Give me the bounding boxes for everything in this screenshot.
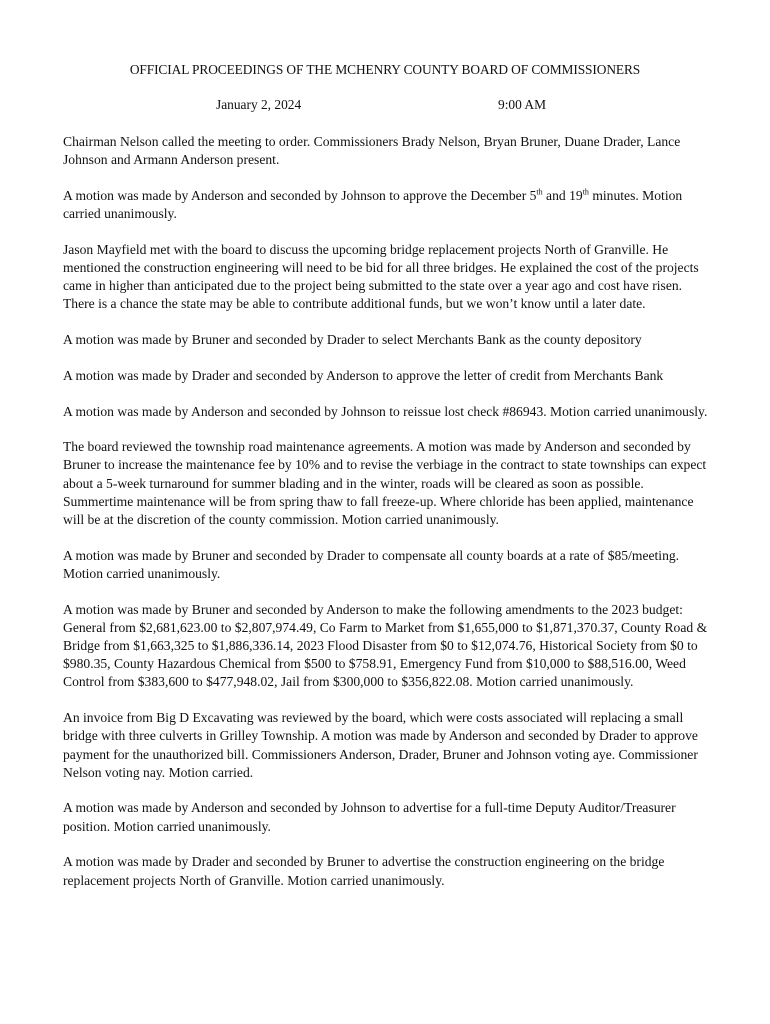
paragraph-construction-engineering: A motion was made by Drader and seconded by Bruner to advertise the construction engineering on the bridge replacement projects North of Granville. Motion carried unanimously. [63, 854, 665, 888]
text-segment: A motion was made by Anderson and seconded by Johnson to approve the December 5 [63, 187, 537, 203]
paragraph-board-compensation: A motion was made by Bruner and seconded by Drader to compensate all county boards at a rate of $85/meeting. Motion carried unanimously. [63, 547, 680, 581]
paragraph-lost-check: A motion was made by Anderson and seconded by Johnson to reissue lost check #86943. Motion carried unanimously. [63, 403, 708, 419]
paragraph-call-to-order: Chairman Nelson called the meeting to order. Commissioners Brady Nelson, Bryan Bruner, Duane Drader, Lance Johnson and Armann Anderson present. [63, 134, 681, 168]
paragraph-minutes-approval [63, 187, 711, 223]
paragraph-invoice: An invoice from Big D Excavating was reviewed by the board, which were costs associated will replacing a small bridge with three culverts in Grilley Township. A motion was made by Anderson and seconded by Drader to approve payment for the unauthorized bill. Commissioners Anderson, Drader, Bruner and Johnson voting aye. Commissioner Nelson voting nay. Motion carried. [63, 710, 698, 780]
paragraph-letter-of-credit: A motion was made by Drader and seconded by Anderson to approve the letter of credit from Merchants Bank [63, 367, 664, 383]
paragraph-budget-amendments: A motion was made by Bruner and seconded by Anderson to make the following amendments to the 2023 budget: General from $2,681,623.00 to $2,807,974.49, Co Farm to Market from $1,655,000 to $1,871,370.37, County Road & Bridge from $1,663,325 to $1,886,336.14, 2023 Flood Disaster from $0 to $12,074.76, Historical Society from $0 to $980.35, County Hazardous Chemical from $500 to $758.91, Emergency Fund from $10,000 to $88,516.00, Weed Control from $383,600 to $477,948.02, Jail from $300,000 to $356,822.08. Motion carried unanimously. [63, 601, 708, 690]
meeting-time: 9:00 AM [498, 97, 546, 112]
paragraph-deputy-position: A motion was made by Anderson and seconded by Johnson to advertise for a full-time Deputy Auditor/Treasurer position. Motion carried unanimously. [63, 800, 676, 834]
paragraph-road-maintenance: The board reviewed the township road maintenance agreements. A motion was made by Anderson and seconded by Bruner to increase the maintenance fee by 10% and to revise the verbiage in the contract to state townships can expect about a 5-week turnaround for summer blading and in the winter, roads will be cleared as soon as possible. Summertime maintenance will be from spring thaw to fall freeze-up. Where chloride has been applied, maintenance will be at the discretion of the county commission. Motion carried unanimously. [63, 439, 707, 528]
paragraph-depository: A motion was made by Bruner and seconded by Drader to select Merchants Bank as the county depository [63, 332, 642, 348]
meeting-date: January 2, 2024 [216, 97, 302, 112]
text-segment: minutes. Motion carried unanimously. [63, 187, 683, 222]
document-title: OFFICIAL PROCEEDINGS OF THE MCHENRY COUNTY BOARD OF COMMISSIONERS [129, 62, 641, 77]
paragraph-bridge-projects: Jason Mayfield met with the board to discuss the upcoming bridge replacement projects North of Granville. He mentioned the construction engineering will need to be bid for all three bridges. He explained the cost of the projects came in higher than anticipated due to the project being submitted to the state over a year ago and cost have risen. There is a chance the state may be able to contribute additional funds, but we won’t know until a later date. [63, 241, 699, 312]
text-segment: and 19 [542, 187, 583, 203]
proceedings-body [63, 133, 711, 907]
superscript: th [536, 187, 543, 197]
superscript: th [582, 187, 589, 197]
